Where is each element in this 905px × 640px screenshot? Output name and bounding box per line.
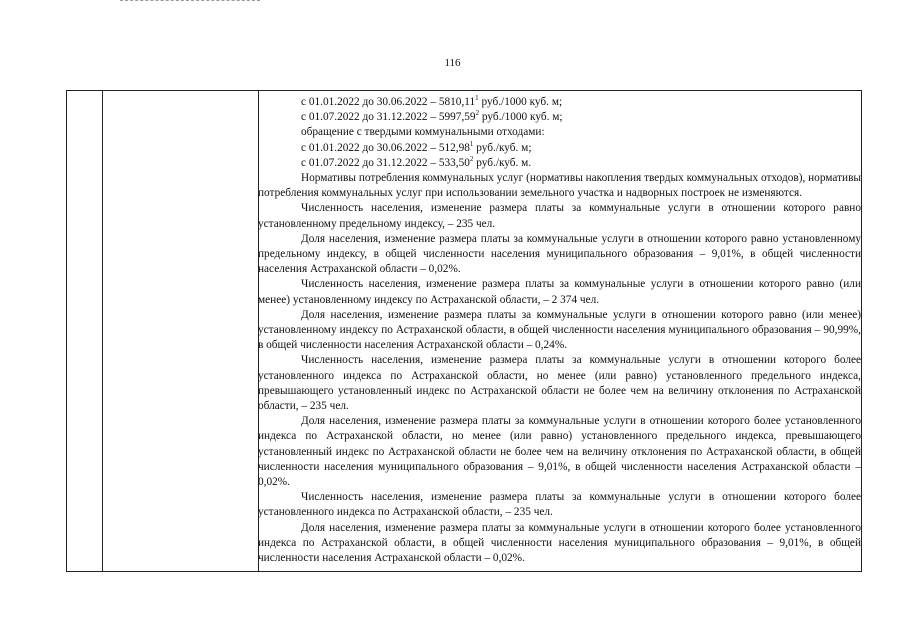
- tariff-line: с 01.07.2022 до 31.12.2022 – 5997,59$^2$ руб./1000 куб. м;: [301, 109, 563, 124]
- text-paragraph: Численность населения, изменение размера платы за коммунальные услуги в отношении которого более установленного индекса по Астраханской области, – 235 чел.: [258, 491, 861, 519]
- text-paragraph: Доля населения, изменение размера платы за коммунальные услуги в отношении которого более установленного индекса по Астраханской области, но менее (или равно) установленного предельного индекса, превышающего установленный индекс по Астраханской области не более чем на величину отклонения по Астраханской области, в общей численности населения муниципального образования – 9,01%, в общей численности населения Астраханской области – 0,02%.: [258, 415, 861, 489]
- text-paragraph: Численность населения, изменение размера платы за коммунальные услуги в отношении которого более установленного индекса по Астраханской области, но менее (или равно) установленного предельного индекса, превышающего установленный индекс по Астраханской области не более чем на величину отклонения по Астраханской области, – 235 чел.: [258, 354, 861, 413]
- text-paragraph: Доля населения, изменение размера платы за коммунальные услуги в отношении которого более установленного индекса по Астраханской области, в общей численности населения муниципального образования – 9,01%, в общей численности населения Астраханской области – 0,02%.: [258, 521, 861, 565]
- document-table: [66, 90, 862, 572]
- page-number: 116: [444, 57, 461, 69]
- tariff-line: с 01.01.2022 до 30.06.2022 – 512,98$^1$ руб./куб. м;: [301, 139, 532, 154]
- tariff-line: с 01.07.2022 до 31.12.2022 – 533,50$^2$ руб./куб. м.: [301, 155, 532, 169]
- text-paragraph: Доля населения, изменение размера платы за коммунальные услуги в отношении которого равно установленному предельному индексу, в общей численности населения муниципального образования – 9,01%, в общей численности населения Астраханской области – 0,02%.: [258, 232, 861, 276]
- text-paragraph: Численность населения, изменение размера платы за коммунальные услуги в отношении которого равно (или менее) установленному индексу по Астраханской области, – 2 374 чел.: [258, 278, 861, 306]
- text-paragraph: Нормативы потребления коммунальных услуг (нормативы накопления твердых коммунальных отходов), нормативы потребления коммунальных услуг при использовании земельного участка и надворных построек не изменяются.: [258, 172, 861, 200]
- text-paragraph: Доля населения, изменение размера платы за коммунальные услуги в отношении которого равно (или менее) установленному индексу по Астраханской области, в общей численности населения муниципального образования – 90,99%, в общей численности населения Астраханской области – 0,24%.: [258, 308, 861, 352]
- table-column-divider: [102, 91, 103, 571]
- tariff-line: с 01.01.2022 до 30.06.2022 – 5810,11$^1$ руб./1000 куб. м;: [301, 94, 563, 108]
- text-paragraph: Численность населения, изменение размера платы за коммунальные услуги в отношении которого равно установленному предельному индексу, – 235 чел.: [258, 202, 861, 230]
- scan-edge-mark: [120, 0, 260, 2]
- table-text-cell: [258, 95, 861, 566]
- tariff-heading: обращение с твердыми коммунальными отходами:: [301, 126, 545, 139]
